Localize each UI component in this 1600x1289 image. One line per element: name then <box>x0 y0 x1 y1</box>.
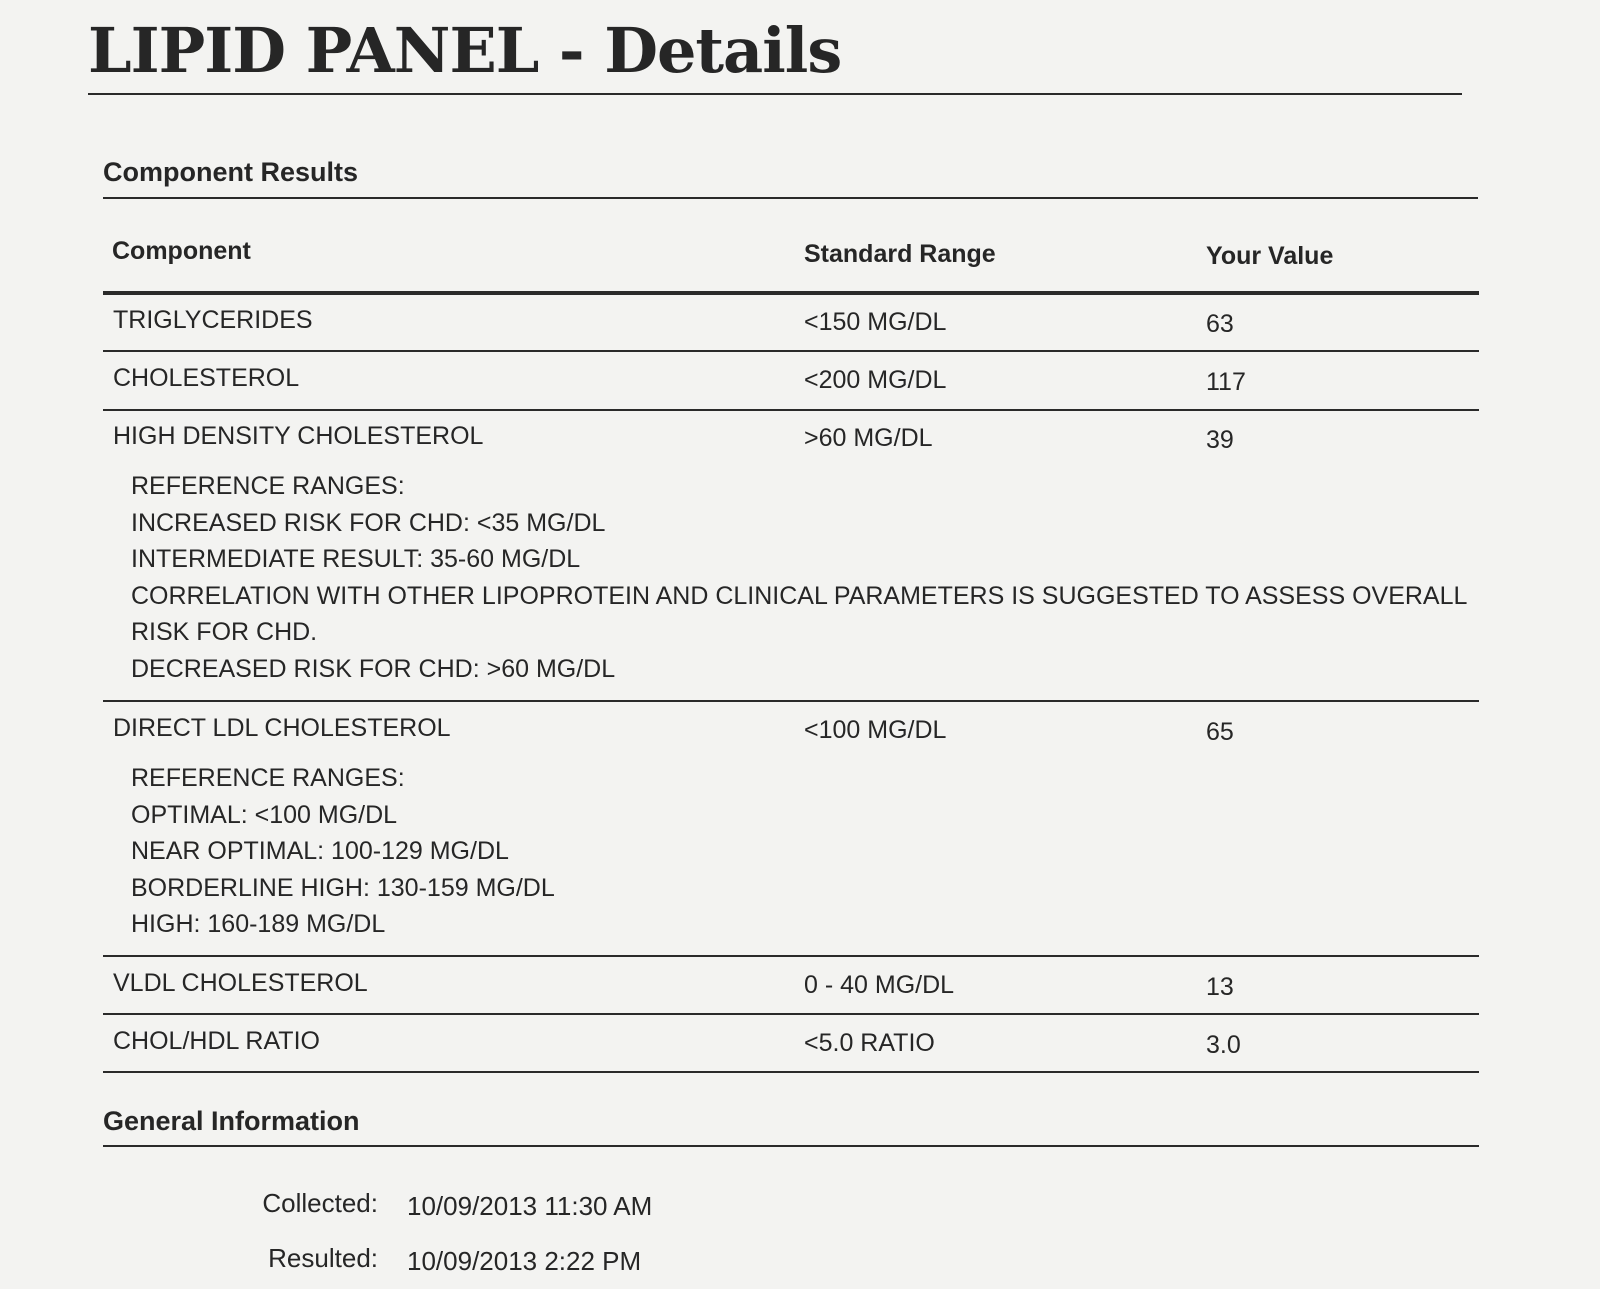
row-divider <box>103 700 1479 702</box>
component-name: CHOLESTEROL <box>113 364 300 392</box>
your-value: 13 <box>1206 973 1234 1001</box>
title-underline <box>88 93 1462 95</box>
column-header-your-value: Your Value <box>1206 242 1334 270</box>
your-value: 63 <box>1206 310 1234 338</box>
note-line: CORRELATION WITH OTHER LIPOPROTEIN AND CLINICAL PARAMETERS IS SUGGESTED TO ASSESS OVERALL <box>131 581 1468 610</box>
collected-value: 10/09/2013 11:30 AM <box>407 1191 653 1221</box>
general-information-divider <box>103 1145 1479 1147</box>
component-results-divider <box>103 197 1478 199</box>
your-value: 39 <box>1206 426 1234 454</box>
general-information-heading: General Information <box>103 1106 360 1136</box>
your-value: 117 <box>1206 368 1246 396</box>
standard-range: <100 MG/DL <box>804 716 947 744</box>
resulted-value: 10/09/2013 2:22 PM <box>407 1246 642 1276</box>
component-name: HIGH DENSITY CHOLESTEROL <box>113 422 484 450</box>
component-name: DIRECT LDL CHOLESTEROL <box>113 714 451 742</box>
ldl-reference-notes <box>131 760 555 943</box>
note-line: BORDERLINE HIGH: 130-159 MG/DL <box>131 873 555 902</box>
resulted-label: Resulted: <box>268 1243 378 1273</box>
note-line: NEAR OPTIMAL: 100-129 MG/DL <box>131 837 509 865</box>
row-divider <box>103 1013 1479 1015</box>
note-line: INCREASED RISK FOR CHD: <35 MG/DL <box>131 508 606 537</box>
row-divider <box>103 409 1479 411</box>
component-name: CHOL/HDL RATIO <box>113 1027 320 1055</box>
column-header-component: Component <box>112 237 251 265</box>
your-value: 3.0 <box>1206 1031 1241 1059</box>
table-bottom-divider <box>103 1071 1479 1073</box>
note-line: DECREASED RISK FOR CHD: >60 MG/DL <box>131 654 616 683</box>
note-line: REFERENCE RANGES: <box>131 472 405 500</box>
standard-range: 0 - 40 MG/DL <box>804 971 955 999</box>
column-header-standard-range: Standard Range <box>804 240 996 268</box>
standard-range: <200 MG/DL <box>804 366 947 394</box>
note-line: OPTIMAL: <100 MG/DL <box>131 800 398 829</box>
note-line: INTERMEDIATE RESULT: 35-60 MG/DL <box>131 545 581 573</box>
page-title: LIPID PANEL - Details <box>88 14 842 87</box>
table-header-divider <box>103 291 1479 295</box>
collected-label: Collected: <box>262 1188 378 1218</box>
note-line: RISK FOR CHD. <box>131 618 318 646</box>
your-value: 65 <box>1206 718 1234 746</box>
standard-range: <5.0 RATIO <box>804 1029 935 1057</box>
component-name: VLDL CHOLESTEROL <box>113 969 368 997</box>
row-divider <box>103 350 1479 352</box>
standard-range: <150 MG/DL <box>804 308 947 336</box>
standard-range: >60 MG/DL <box>804 424 933 452</box>
hdl-reference-notes <box>131 468 1467 687</box>
row-divider <box>103 955 1479 957</box>
note-line: HIGH: 160-189 MG/DL <box>131 910 386 938</box>
note-line: REFERENCE RANGES: <box>131 764 405 792</box>
component-name: TRIGLYCERIDES <box>113 306 313 334</box>
component-results-heading: Component Results <box>103 157 359 187</box>
